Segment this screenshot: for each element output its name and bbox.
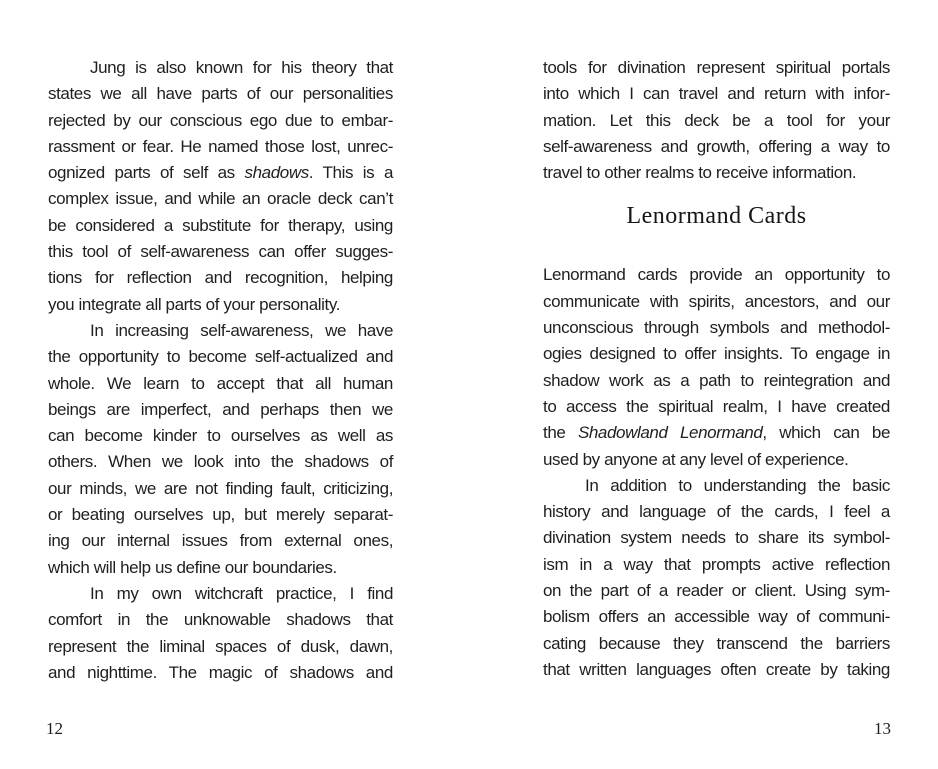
text-line: tools for divination represent spiritual portals xyxy=(543,58,891,77)
text-line: states we all have parts of our personalities xyxy=(48,84,393,104)
paragraph xyxy=(543,262,890,472)
text-line: you integrate all parts of your personality. xyxy=(48,294,341,314)
text-line: tions for reflection and recognition, helping xyxy=(48,268,393,288)
text-line: travel to other realms to receive information. xyxy=(543,163,857,183)
text-line: ogies designed to offer insights. To engage in xyxy=(543,344,891,364)
text-line: history and language of the cards, I feel a xyxy=(543,502,890,522)
paragraph xyxy=(543,55,890,186)
paragraph xyxy=(543,473,890,683)
text-line: shadow work as a path to reintegration and xyxy=(543,370,891,390)
text-line: represent the liminal spaces of dusk, dawn, xyxy=(48,636,393,656)
text-line: ism in a way that prompts active reflection xyxy=(543,554,891,574)
text-line: whole. We learn to accept that all human xyxy=(48,373,393,393)
text-line: that written languages often create by taking xyxy=(543,659,890,679)
text-line: Jung is also known for his theory that xyxy=(90,58,394,77)
text-line: Lenormand cards provide an opportunity to xyxy=(543,265,890,285)
text-line: divination system needs to share its symbol- xyxy=(543,528,891,548)
text-line: used by anyone at any level of experience. xyxy=(543,449,849,469)
text-line: communicate with spirits, ancestors, and our xyxy=(543,291,890,311)
text-line: to access the spiritual realm, I have created xyxy=(543,396,890,416)
text-line: rejected by our conscious ego due to embar- xyxy=(48,110,393,130)
page-number-left: 12 xyxy=(46,719,63,738)
text-line: unconscious through symbols and methodol- xyxy=(543,318,891,338)
text-line: this tool of self-awareness can offer sugges- xyxy=(48,242,393,262)
text-line: comfort in the unknowable shadows that xyxy=(48,610,393,630)
text-line: In addition to understanding the basic xyxy=(585,475,890,495)
paragraph xyxy=(48,581,393,686)
paragraph xyxy=(48,318,393,581)
text-line: ing our internal issues from external ones, xyxy=(48,531,394,551)
text-line: the Shadowland Lenormand, which can be xyxy=(543,423,891,443)
text-line: can become kinder to ourselves as well as xyxy=(48,426,393,446)
text-line: on the part of a reader or client. Using sym- xyxy=(543,581,890,601)
text-line: be considered a substitute for therapy, using xyxy=(48,215,393,235)
text-line: ognized parts of self as shadows. This is a xyxy=(48,163,393,183)
page-right-text-column xyxy=(543,0,890,683)
text-line: or beating ourselves up, but merely separat- xyxy=(48,505,393,525)
text-line: our minds, we are not finding fault, criticizing, xyxy=(48,478,394,498)
text-line: beings are imperfect, and perhaps then we xyxy=(48,399,393,419)
paragraph xyxy=(48,55,393,318)
section-heading: Lenormand Cards xyxy=(626,203,807,230)
page-number-right: 13 xyxy=(874,719,891,738)
text-line: rassment or fear. He named those lost, unrec- xyxy=(48,136,393,156)
text-line: into which I can travel and return with infor- xyxy=(543,84,890,104)
text-line: others. When we look into the shadows of xyxy=(48,452,394,472)
text-line: mation. Let this deck be a tool for your xyxy=(543,110,891,130)
text-line: In increasing self-awareness, we have xyxy=(90,320,394,340)
text-line: self-awareness and growth, offering a way to xyxy=(543,136,890,156)
text-line: the opportunity to become self-actualized and xyxy=(48,347,393,367)
text-line: complex issue, and while an oracle deck can’t xyxy=(48,189,393,209)
text-line: and nighttime. The magic of shadows and xyxy=(48,662,393,682)
text-line: which will help us define our boundaries. xyxy=(48,557,337,577)
text-line: bolism offers an accessible way of communi- xyxy=(543,607,890,627)
text-line: cating because they transcend the barriers xyxy=(543,633,890,653)
page-left-text-column xyxy=(48,0,393,686)
text-line: In my own witchcraft practice, I find xyxy=(90,583,394,603)
